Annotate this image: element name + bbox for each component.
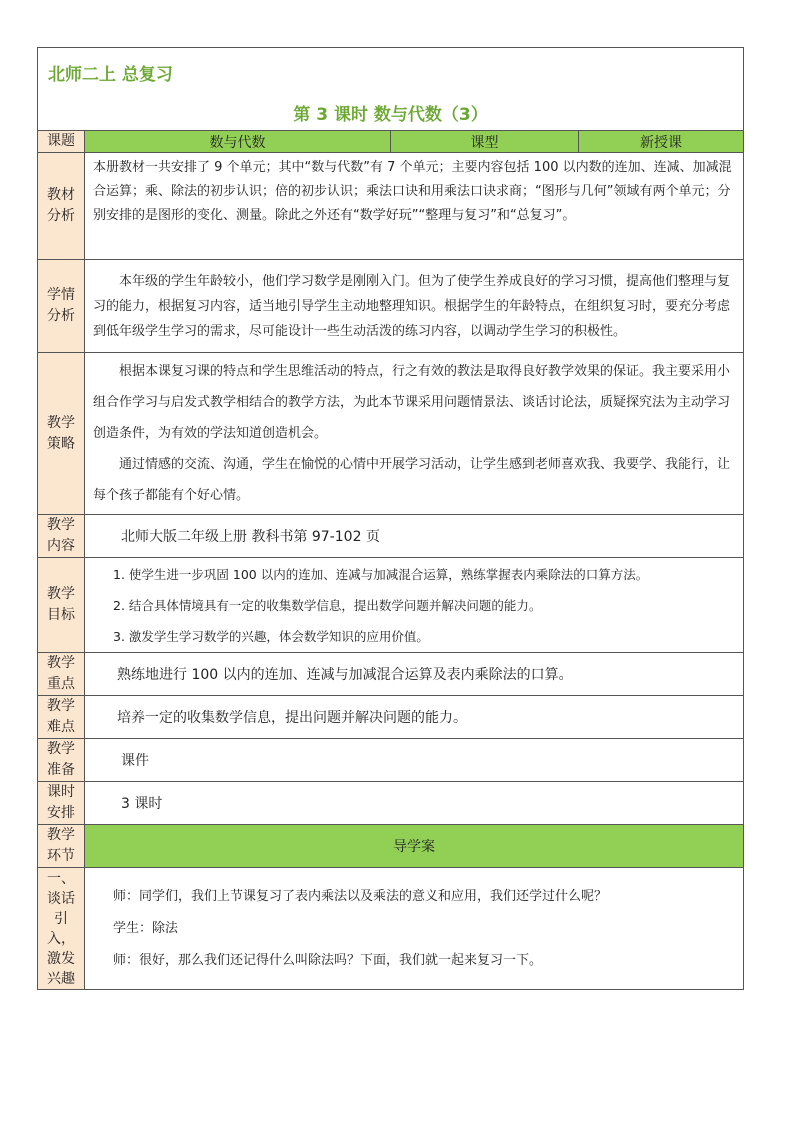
row-label-difficulties: 教学 难点 [38,696,85,739]
row-label-schedule: 课时 安排 [38,782,85,825]
key-points-text: 熟练地进行 100 以内的连加、连减与加减混合运算及表内乘除法的口算。 [117,667,573,683]
difficulties-text: 培养一定的收集数学信息，提出问题并解决问题的能力。 [117,710,467,726]
row-label-student-analysis: 学情 分析 [38,260,85,353]
difficulties-cell [85,696,744,739]
goal-item-2: 2. 结合具体情境具有一定的收集数学信息，提出数学问题并解决问题的能力。 [113,597,542,613]
row-label-preparation: 教学 准备 [38,739,85,782]
teaching-content-cell [85,515,744,558]
lesson-plan-table [37,47,744,990]
topic-value: 数与代数 [85,131,391,153]
row-label-key-points: 教学 重点 [38,653,85,696]
dialog-line-1: 师：同学们，我们上节课复习了表内乘法以及乘法的意义和应用，我们还学过什么呢？ [113,888,608,904]
goal-item-1: 1. 使学生进一步巩固 100 以内的连加、连减与加减混合运算，熟练掌握表内乘除法的口算方法。 [113,566,649,582]
row-label-teaching-strategy: 教学 策略 [38,353,85,515]
textbook-analysis-cell [85,153,744,260]
preparation-cell [85,739,744,782]
row-label-teaching-stage: 教学 环节 [38,825,85,868]
schedule-cell [85,782,744,825]
student-analysis-cell [85,260,744,353]
header-cell [38,48,744,131]
row-label-textbook-analysis: 教材 分析 [38,153,85,260]
dialog-line-2: 学生：除法 [113,920,179,936]
strategy-paragraph-2: 通过情感的交流、沟通，学生在愉悦的心情中开展学习活动，让学生感到老师喜欢我、我要学、我能行，让每个孩子都能有个好心情。 [93,457,731,503]
teaching-content-text: 北师大版二年级上册 教科书第 97-102 页 [121,529,380,545]
student-analysis-text: 本年级的学生年龄较小，他们学习数学是刚刚入门。但为了使学生养成良好的学习习惯，提高他们整理与复习的能力，根据复习内容，适当地引导学生主动地整理知识。根据学生的年龄特点，在组织复习时，要充分考虑到低年级学生学习的需求，尽可能设计一些生动活泼的练习内容，以调动学生学习的积极性。 [93,273,731,339]
schedule-text: 3 课时 [121,796,163,812]
row-label-teaching-content: 教学 内容 [38,515,85,558]
dialog-line-3: 师：很好，那么我们还记得什么叫除法吗？下面，我们就一起来复习一下。 [113,952,543,968]
textbook-analysis-text: 本册教材一共安排了 9 个单元；其中“数与代数”有 7 个单元；主要内容包括 100 以内数的连加、连减、加减混合运算；乘、除法的初步认识；倍的初步认识；乘法口诀和用乘法口诀求商；“图形与几何”领域有两个单元；分别安排的是图形的变化、测量。除此之外还有“数学好玩”“整理与复习”和“总复习”。 [93,160,732,223]
brand-title: 北师二上 总复习 [48,65,173,85]
type-value: 新授课 [579,131,744,153]
lesson-title: 第 3 课时 数与代数（3） [293,105,488,125]
row-label-introduction: 一、 谈话 引 入， 激发 兴趣 [38,868,85,990]
guided-learning-header: 导学案 [85,825,744,868]
introduction-dialog-cell [85,868,744,990]
key-points-cell [85,653,744,696]
teaching-strategy-cell [85,353,744,515]
goal-item-3: 3. 激发学生学习数学的兴趣，体会数学知识的应用价值。 [113,628,429,644]
strategy-paragraph-1: 根据本课复习课的特点和学生思维活动的特点，行之有效的教法是取得良好教学效果的保证。我主要采用小组合作学习与启发式教学相结合的教学方法，为此本节课采用问题情景法、谈话讨论法，质疑探究法为主动学习创造条件，为有效的学法知道创造机会。 [93,364,731,441]
lesson-plan-page [37,47,743,990]
teaching-goals-cell [85,558,744,653]
row-label-teaching-goals: 教学 目标 [38,558,85,653]
preparation-text: 课件 [121,753,149,769]
type-label: 课型 [391,131,579,153]
topic-label: 课题 [38,131,85,153]
